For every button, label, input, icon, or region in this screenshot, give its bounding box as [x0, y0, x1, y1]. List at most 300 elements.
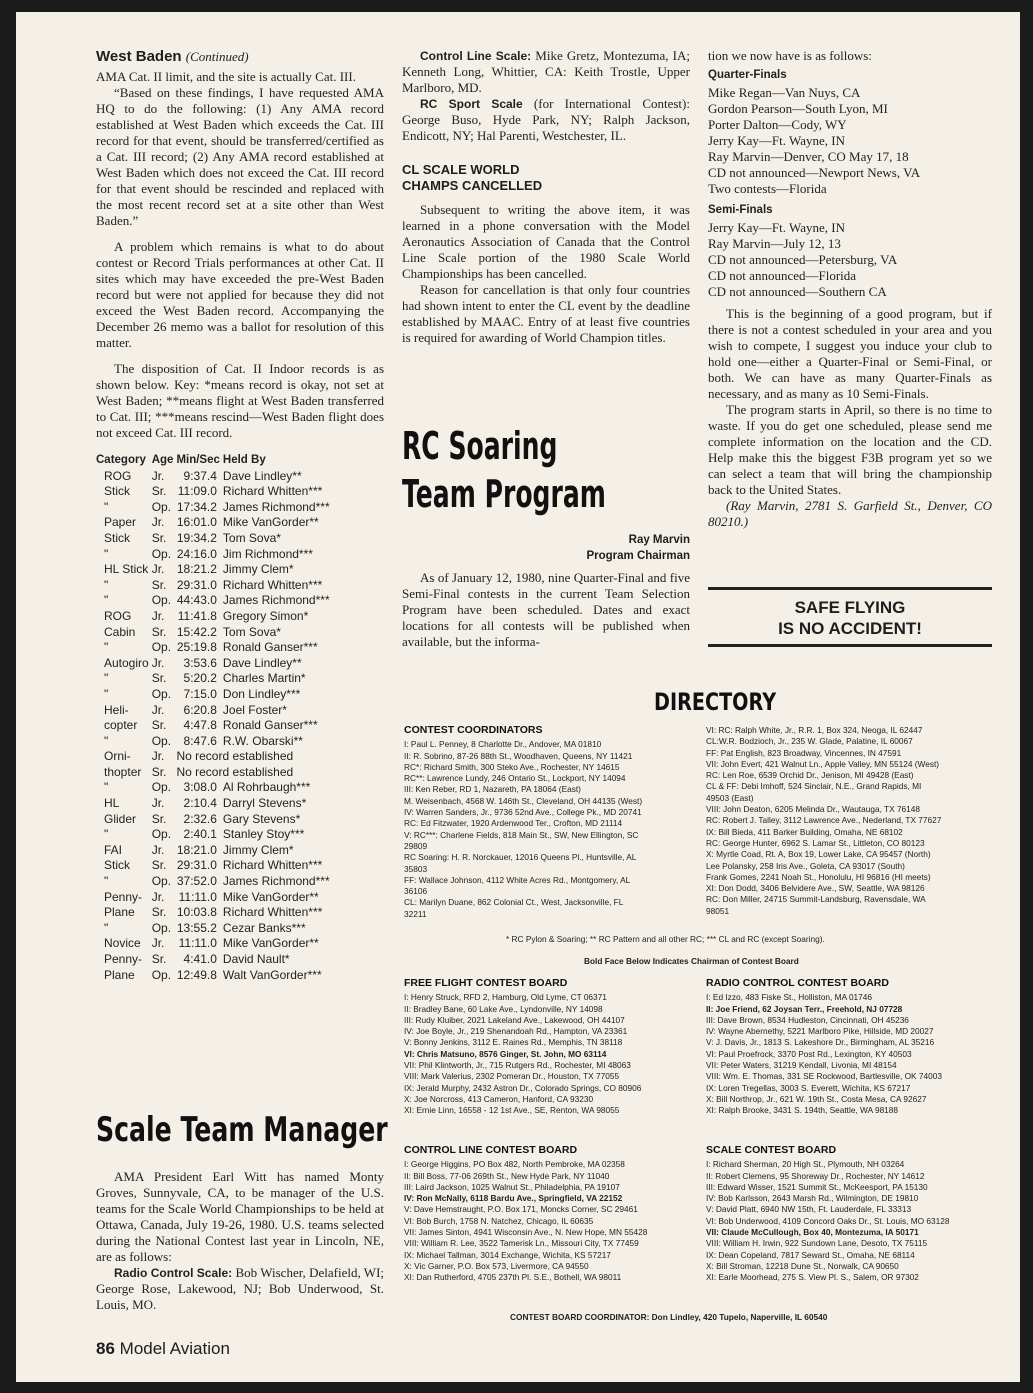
list-item: VII: Claude McCullough, Box 40, Montezuma, IA 50171 [706, 1227, 919, 1238]
control-line-board [404, 1145, 704, 1284]
table-cell: 2:32.6 [183, 811, 217, 826]
cancelled-article [402, 202, 690, 346]
table-row [96, 780, 333, 796]
table-cell: FAI [104, 842, 123, 857]
list-item: IX: Dean Copeland, 7817 Seward St., Omaha, NE 68114 [706, 1249, 915, 1260]
table-row [96, 734, 333, 750]
directory-title: DIRECTORY [654, 688, 777, 716]
table-cell: Jr. [151, 608, 165, 623]
table-cell: Sr. [151, 858, 167, 873]
records-table [96, 453, 333, 983]
section-heading: CONTROL LINE CONTEST BOARD [404, 1144, 578, 1156]
list-item: IX: Jerald Murphy, 2432 Astron Dr., Colorado Springs, CO 80906 [404, 1082, 642, 1093]
table-cell: Tom Sova* [222, 624, 281, 639]
list-item: RC: George Hunter, 6962 S. Lamar St., Littleton, CO 80123 [706, 837, 925, 848]
coordinators-list [706, 725, 996, 917]
list-item: VII: James Sinton, 4941 Wisconsin Ave., N. New Hope, MN 55428 [404, 1227, 648, 1238]
table-cell: Cabin [104, 624, 136, 639]
table-cell: 13:55.2 [176, 920, 217, 935]
list-item: RC**: Lawrence Lundy, 246 Ontario St., Lockport, NY 14094 [404, 773, 626, 784]
table-cell: HL [104, 796, 120, 811]
table-cell: Dave Lindley** [222, 468, 302, 483]
scale-team-section [96, 1169, 384, 1313]
list-item: 29809 [404, 840, 428, 851]
table-cell: 3:08.0 [183, 780, 217, 795]
table-cell: " [104, 546, 109, 561]
table-cell: James Richmond*** [222, 593, 330, 608]
table-cell: Jr. [151, 936, 165, 951]
list-item: V: RC***: Charlene Fields, 818 Main St., SW, New Ellington, SC [404, 829, 639, 840]
table-cell: Dave Lindley** [222, 655, 302, 670]
table-cell: " [104, 686, 109, 701]
rc-soaring-title [402, 422, 606, 518]
paragraph: AMA President Earl Witt has named Monty Groves, Sunnyvale, CA, to be manager of the U.S. teams for the Scale World Championships to be held at Ottawa, Canada, July 19-26, 1980. U.S. teams selected during the National Contest last year in Lincoln, NE, are as follows: [96, 1169, 384, 1264]
list-item: VI: Bob Burch, 1758 N. Natchez, Chicago, IL 60635 [404, 1215, 594, 1226]
table-cell: Tom Sova* [222, 530, 281, 545]
table-cell: Sr. [151, 952, 167, 966]
heading-continued: (Continued) [185, 49, 249, 64]
title-line: RC Soaring [402, 424, 558, 468]
table-row [96, 656, 333, 672]
table-row [96, 531, 333, 547]
table-cell: Op. [151, 967, 172, 982]
table-cell: Penny- [104, 889, 143, 904]
list-item: III: Laird Jackson, 1025 Walnut St., Philadelphia, PA 19107 [404, 1181, 620, 1192]
table-cell: Autogiro [104, 655, 149, 670]
table-cell: Jr. [151, 889, 165, 904]
table-cell: Op. [151, 827, 172, 842]
table-cell: thopter [104, 764, 142, 779]
table-row [96, 562, 333, 578]
rc-soaring-article [402, 570, 690, 650]
slogan-line: IS NO ACCIDENT! [778, 619, 922, 638]
paragraph [402, 96, 690, 144]
list-item: I: Richard Sherman, 20 High St., Plymouth, NH 03264 [706, 1159, 905, 1170]
table-cell: 29:31.0 [176, 577, 217, 592]
author-name: Ray Marvin [628, 534, 690, 546]
west-baden-heading [96, 48, 384, 65]
list-item: Porter Dalton—Cody, WY [708, 117, 847, 132]
table-row [96, 703, 333, 719]
table-cell: Jr. [151, 562, 165, 577]
table-cell: No record established [176, 749, 294, 764]
table-cell: Mike VanGorder** [222, 936, 319, 951]
table-cell: No record established [176, 764, 294, 779]
list-item: 35803 [404, 863, 428, 874]
table-cell: 15:42.2 [176, 624, 217, 639]
list-item: X: Bill Stroman, 12218 Dune St., Norwalk, CA 90650 [706, 1260, 899, 1271]
table-cell: James Richmond*** [222, 874, 330, 889]
byline [402, 532, 690, 564]
table-cell: Op. [151, 686, 172, 701]
list-item: VIII: Wm. E. Thomas, 331 SE Rockwood, Bartlesville, OK 74003 [706, 1071, 942, 1082]
table-row [96, 890, 333, 906]
table-cell: Jr. [151, 655, 165, 670]
table-cell: Plane [104, 905, 135, 920]
table-cell: Sr. [151, 811, 167, 826]
list-item: V: Dave Hemstraught, P.O. Box 171, Moncks Corner, SC 29461 [404, 1204, 638, 1215]
table-row [96, 484, 333, 500]
list-item: III: Rudy Kluiber, 2021 Lakeland Ave., Lakewood, OH 44107 [404, 1014, 625, 1025]
list-item: Mike Regan—Van Nuys, CA [708, 85, 861, 100]
table-cell: Op. [151, 920, 172, 935]
list-item: Jerry Kay—Ft. Wayne, IN [708, 220, 845, 235]
list-item: XI: Don Dodd, 3406 Belvidere Ave., SW, Seattle, WA 98126 [706, 883, 925, 894]
table-cell: Sr. [151, 905, 167, 920]
board-list [404, 1159, 704, 1283]
radio-scale-text: Bob Wischer, Delafield, WI; George Rose, Lakewood, NJ; Bob Underwood, St. Louis, MO. [96, 1265, 385, 1312]
table-cell: Paper [104, 515, 137, 530]
list-item: X: Vic Garner, P.O. Box 573, Livermore, CA 94550 [404, 1260, 589, 1271]
slogan-line: SAFE FLYING [794, 598, 906, 617]
table-cell: ROG [104, 468, 132, 483]
table-cell: Gregory Simon* [222, 608, 309, 623]
list-item: RC*: Richard Smith, 300 Steko Ave., Rochester, NY 14615 [404, 761, 620, 772]
list-item: RC: Len Roe, 6539 Orchid Dr., Jenison, MI 49428 (East) [706, 770, 914, 781]
table-cell: Jr. [151, 702, 165, 717]
paragraph [402, 48, 690, 96]
table-cell: Sr. [151, 577, 167, 592]
table-cell: Jr. [151, 515, 165, 530]
cancelled-heading-line: CHAMPS CANCELLED [402, 178, 543, 193]
cancelled-heading-line: CL SCALE WORLD [402, 162, 520, 177]
board-coordinator: CONTEST BOARD COORDINATOR: Don Lindley, 420 Tupelo, Naperville, IL 60540 [510, 1312, 828, 1322]
table-row [96, 796, 333, 812]
table-cell: Stick [104, 484, 131, 499]
table-cell: Jr. [151, 749, 165, 764]
table-row [96, 843, 333, 859]
table-row [96, 858, 333, 874]
table-cell: " [104, 577, 109, 592]
title-line: Team Program [402, 472, 606, 516]
list-item: CD not announced—Newport News, VA [708, 165, 921, 180]
radio-control-board [706, 978, 996, 1117]
list-item: VI: Paul Proefrock, 3370 Post Rd., Lexington, KY 40503 [706, 1048, 912, 1059]
table-row [96, 749, 333, 765]
table-cell: 2:40.1 [183, 827, 217, 842]
table-cell: Sr. [151, 671, 167, 686]
table-cell: " [104, 640, 109, 655]
list-item: V: David Platt, 6940 NW 15th, Ft. Lauderdale, FL 33313 [706, 1204, 912, 1215]
list-item: VIII: William R. Lee, 3522 Tamerisk Ln., Missouri City, TX 77459 [404, 1238, 639, 1249]
table-cell: 5:20.2 [183, 671, 217, 686]
table-cell: 9:37.4 [183, 468, 217, 483]
list-item: I: Henry Struck, RFD 2, Hamburg, Old Lyme, CT 06371 [404, 992, 607, 1003]
table-cell: 4:41.0 [183, 952, 217, 966]
table-cell: 18:21.0 [176, 842, 217, 857]
table-cell: Al Rohrbaugh*** [222, 780, 311, 795]
table-cell: 10:03.8 [176, 905, 217, 920]
list-item: IX: Michael Tallman, 3014 Exchange, Wichita, KS 57217 [404, 1249, 611, 1260]
rc-sport-scale-label: RC Sport Scale [420, 97, 523, 111]
list-item: CL & FF: Debi Imhoff, 524 Sinclair, N.E., Grand Rapids, MI [706, 781, 922, 792]
table-row [96, 593, 333, 609]
list-item: RC: Robert J. Talley, 3112 Lawrence Ave., Nederland, TX 77627 [706, 815, 942, 826]
table-cell: Op. [151, 780, 172, 795]
section-heading: CONTEST COORDINATORS [404, 724, 543, 736]
page-footer [96, 1339, 230, 1359]
list-item: II: Bill Boss, 77-06 269th St., New Hyde Park, NY 11040 [404, 1170, 610, 1181]
scale-team-title: Scale Team Manager [96, 1110, 388, 1150]
table-cell: 8:47.6 [183, 733, 217, 748]
column-header: Age [151, 454, 174, 466]
table-cell: " [104, 593, 109, 608]
section-heading: RADIO CONTROL CONTEST BOARD [706, 977, 889, 989]
section-heading: FREE FLIGHT CONTEST BOARD [404, 977, 568, 989]
list-item: CL: Marilyn Duane, 862 Colonial Ct., West, Jacksonville, FL [404, 897, 624, 908]
list-item: RC: Ed Fitzwater, 1920 Ardenwood Ter., Crofton, MD 21114 [404, 818, 623, 829]
list-item: VI: Bob Underwood, 4109 Concord Oaks Dr., St. Louis, MO 63128 [706, 1215, 950, 1226]
table-cell: 24:16.0 [176, 546, 217, 561]
table-cell: 3:53.6 [183, 655, 217, 670]
table-cell: Op. [151, 874, 172, 889]
list-item: X: Bill Northrop, Jr., 621 W. 19th St., Costa Mesa, CA 92627 [706, 1093, 927, 1104]
list-item: IV: Ron McNally, 6118 Bardu Ave., Springfield, VA 22152 [404, 1193, 623, 1204]
table-cell: Op. [151, 499, 172, 514]
paragraph: Subsequent to writing the above item, it was learned in a phone conversation with the Model Aeronautics Association of Canada that the Control Line Scale portion of the 1980 Scale World Championships has been cancelled. [402, 202, 690, 281]
scale-teams-continued [402, 48, 690, 144]
author-title: Program Chairman [586, 550, 690, 562]
table-row [96, 578, 333, 594]
table-cell: Stanley Stoy*** [222, 827, 305, 842]
list-item: XI: Ralph Brooke, 3431 S. 194th, Seattle, WA 98188 [706, 1105, 899, 1116]
table-cell: Sr. [151, 484, 167, 499]
semi-finals-list [708, 220, 992, 300]
list-item: Jerry Kay—Ft. Wayne, IN [708, 133, 845, 148]
semi-finals-heading: Semi-Finals [708, 204, 773, 216]
table-cell: Richard Whitten*** [222, 858, 323, 873]
list-item: FF: Wallace Johnson, 4112 White Acres Rd., Montgomery, AL [404, 874, 631, 885]
table-cell: Darryl Stevens* [222, 796, 307, 811]
bold-face-note: Bold Face Below Indicates Chairman of Contest Board [584, 956, 799, 966]
paragraph: tion we now have is as follows: [708, 48, 872, 63]
table-cell: Op. [151, 593, 172, 608]
table-row [96, 500, 333, 516]
paragraph: As of January 12, 1980, nine Quarter-Final and five Semi-Final contests in the current Team Selection Program have been scheduled. Dates and exact locations for all contests will be published when available, but the informa- [402, 570, 690, 649]
table-cell: Sr. [151, 718, 167, 733]
list-item: XI: Ernie Linn, 16558 - 12 1st Ave., SE, Renton, WA 98055 [404, 1105, 620, 1116]
table-row [96, 671, 333, 687]
table-row [96, 515, 333, 531]
table-cell: " [104, 671, 109, 686]
table-cell: Jim Richmond*** [222, 546, 313, 561]
board-list [706, 1159, 996, 1283]
table-cell: 29:31.0 [176, 858, 217, 873]
rc-sport-scale-text: (for International Contest): George Buso, Hyde Park, NY; Ralph Jackson, Endicott, NY; Hal Parenti, Westchester, IL. [402, 96, 690, 143]
table-cell: Ronald Ganser*** [222, 640, 318, 655]
list-item: VIII: William H. Irwin, 922 Sundown Lane, Desoto, TX 75115 [706, 1238, 928, 1249]
list-item: 98051 [706, 905, 730, 916]
list-item: VII: John Evert, 421 Walnut Ln., Apple Valley, MN 55124 (West) [706, 758, 940, 769]
table-cell: R.W. Obarski** [222, 733, 303, 748]
table-cell: Jr. [151, 468, 165, 483]
table-row [96, 905, 333, 921]
table-cell: 11:09.0 [177, 484, 217, 499]
table-cell: 19:34.2 [176, 530, 217, 545]
table-cell: Mike VanGorder** [222, 889, 319, 904]
table-cell: Orni- [104, 749, 131, 764]
table-cell: Sr. [151, 764, 167, 779]
paragraph: “Based on these findings, I have requested AMA HQ to do the following: (1) Any AMA record established at West Baden which exceeds the Cat. III record for that event, should be transferred/certified as a Cat. III record; (2) Any AMA record established at West Baden which does not exceed the Cat. III record for that event should be rescinded and replaced with the most recent record set at a site other than West Baden.” [96, 85, 384, 228]
table-cell: Ronald Ganser*** [222, 718, 318, 733]
table-cell: " [104, 499, 109, 514]
board-list [706, 992, 996, 1116]
table-cell: 11:41.8 [177, 608, 217, 623]
list-item: VII: Peter Waters, 31219 Kendall, Livonia, MI 48154 [706, 1060, 897, 1071]
table-cell: Op. [151, 640, 172, 655]
section-heading: SCALE CONTEST BOARD [706, 1144, 837, 1156]
paragraph: The program starts in April, so there is no time to waste. If you do get one scheduled, please send me complete information on the location and the CD. Help make this the biggest F3B program yet so we can select a team that will bring the championship back to the United States. [708, 402, 992, 497]
list-item: I: George Higgins, PO Box 482, North Pembroke, MA 02358 [404, 1159, 625, 1170]
safe-flying-box [708, 587, 992, 647]
table-cell: Novice [104, 936, 141, 951]
table-cell: Op. [151, 733, 172, 748]
list-item: I: Paul L. Penney, 8 Charlotte Dr., Andover, MA 01810 [404, 739, 602, 750]
table-cell: Mike VanGorder** [222, 515, 319, 530]
cancelled-heading [402, 162, 542, 194]
table-header-row [96, 453, 333, 469]
table-row [96, 640, 333, 656]
table-row [96, 625, 333, 641]
table-row [96, 609, 333, 625]
list-item: Lee Polansky, 258 Iris Ave., Goleta, CA 93017 (South) [706, 860, 905, 871]
table-cell: James Richmond*** [222, 499, 330, 514]
table-cell: " [104, 874, 109, 889]
table-cell: " [104, 920, 109, 935]
table-cell: 16:01.0 [176, 515, 217, 530]
list-item: I: Ed Izzo, 483 Fiske St., Holliston, MA 01746 [706, 992, 873, 1003]
list-item: X: Myrtle Coad, Rt. A, Box 19, Lower Lake, CA 95457 (North) [706, 849, 931, 860]
table-cell: Richard Whitten*** [222, 484, 323, 499]
scale-board [706, 1145, 996, 1284]
magazine-page [16, 12, 1020, 1382]
table-cell: Jr. [151, 842, 165, 857]
table-cell: Joel Foster* [222, 702, 287, 717]
table-row [96, 952, 333, 968]
table-cell: " [104, 827, 109, 842]
column-header: Held By [222, 454, 266, 466]
list-item: VII: Phil Klintworth, Jr., 715 Rutgers Rd., Rochester, MI 48063 [404, 1060, 631, 1071]
heading-text: West Baden [96, 48, 182, 65]
list-item: V: Bonny Jenkins, 3112 E. Raines Rd., Memphis, TN 38118 [404, 1037, 623, 1048]
list-item: 36106 [404, 886, 428, 897]
publication-name: Model Aviation [119, 1339, 230, 1358]
column-header: Category [96, 454, 146, 466]
list-item: CD not announced—Petersburg, VA [708, 252, 898, 267]
west-baden-column [96, 48, 384, 983]
table-row [96, 968, 333, 984]
table-cell: Jr. [151, 796, 165, 811]
table-cell: 44:43.0 [176, 593, 217, 608]
table-row [96, 547, 333, 563]
list-item: CD not announced—Florida [708, 268, 857, 283]
list-item: CD not announced—Southern CA [708, 284, 887, 299]
table-cell: Glider [104, 811, 137, 826]
list-item: II: Joe Friend, 62 Joysan Terr., Freehold, NJ 07728 [706, 1003, 903, 1014]
rc-soaring-continued [708, 48, 992, 530]
table-cell: Sr. [151, 530, 167, 545]
list-item: III: Dave Brown, 8534 Hudleston, Cincinnati, OH 45236 [706, 1014, 909, 1025]
list-item: FF: Pat English, 823 Broadway, Vincennes, IN 47591 [706, 747, 902, 758]
table-row [96, 765, 333, 781]
table-cell: Richard Whitten*** [222, 577, 323, 592]
table-cell: HL Stick [104, 562, 149, 577]
table-cell: Jimmy Clem* [222, 562, 294, 577]
quarter-finals-heading: Quarter-Finals [708, 69, 787, 81]
list-item: IX: Bill Bieda, 411 Barker Building, Omaha, NE 68102 [706, 826, 903, 837]
list-item: II: Bradley Bane, 60 Lake Ave., Lyndonville, NY 14098 [404, 1003, 603, 1014]
list-item: IV: Joe Boyle, Jr., 219 Shenandoah Rd., Hampton, VA 23361 [404, 1026, 628, 1037]
table-cell: Penny- [104, 952, 143, 966]
table-cell: 17:34.2 [176, 499, 217, 514]
table-row [96, 936, 333, 952]
list-item: II: R. Sobrino, 87-26 88th St., Woodhaven, Queens, NY 11421 [404, 750, 633, 761]
table-cell: 11:11.0 [178, 889, 217, 904]
table-cell: Jimmy Clem* [222, 842, 294, 857]
table-cell: Op. [151, 546, 172, 561]
table-cell: David Nault* [222, 952, 290, 966]
table-cell: 18:21.2 [176, 562, 217, 577]
list-item: Ray Marvin—Denver, CO May 17, 18 [708, 149, 909, 164]
board-list [404, 992, 704, 1116]
table-cell: Cezar Banks*** [222, 920, 306, 935]
table-cell: 12:49.8 [176, 967, 217, 982]
list-item: 32211 [404, 908, 427, 919]
table-cell: Walt VanGorder*** [222, 967, 322, 982]
list-item: IV: Wayne Abernethy, 5221 Marlboro Pike, Hillside, MD 20027 [706, 1026, 934, 1037]
list-item: Gordon Pearson—South Lyon, MI [708, 101, 888, 116]
table-cell: Sr. [151, 624, 167, 639]
list-item: M. Weisenbach, 4568 W. 146th St., Cleveland, OH 44135 (West) [404, 795, 643, 806]
list-item: V: J. Davis, Jr., 1813 S. Lakeshore Dr., Birmingham, AL 35216 [706, 1037, 935, 1048]
table-cell: Charles Martin* [222, 671, 306, 686]
table-row [96, 687, 333, 703]
table-cell: " [104, 733, 109, 748]
list-item: VIII: John Deaton, 6205 Melinda Dr., Wautauga, TX 76148 [706, 804, 921, 815]
list-item: VI: RC: Ralph White, Jr., R.R. 1, Box 324, Neoga, IL 62447 [706, 725, 923, 735]
table-cell: Heli- [104, 702, 129, 717]
contest-coordinators [404, 725, 706, 920]
list-item: Two contests—Florida [708, 181, 827, 196]
list-item: X: Joe Norcross, 413 Cameron, Hanford, CA 93230 [404, 1093, 594, 1104]
list-item: Ray Marvin—July 12, 13 [708, 236, 841, 251]
list-item: IX: Loren Tregellas, 3003 S. Everett, Wichita, KS 67217 [706, 1082, 911, 1093]
table-cell: Plane [104, 967, 135, 982]
list-item: III: Edward Wisser, 1521 Summit St., McKeesport, PA 15130 [706, 1181, 928, 1192]
table-cell: Richard Whitten*** [222, 905, 323, 920]
table-row [96, 874, 333, 890]
cl-scale-text: Mike Gretz, Montezuma, IA; Kenneth Long, Whittier, CA: Keith Trostle, Upper Marlboro, MD. [402, 48, 690, 95]
paragraph: Reason for cancellation is that only four countries had shown intent to enter the CL event by the deadline established by MAAC. Entry of at least five countries is required for awarding of World Champion titles. [402, 282, 690, 345]
table-cell: Stick [104, 858, 131, 873]
table-cell: Stick [104, 530, 131, 545]
list-item: III: Ken Reber, RD 1, Nazareth, PA 18064 (East) [404, 784, 581, 795]
contest-coordinators-right [706, 725, 996, 917]
radio-scale-label: Radio Control Scale: [114, 1266, 233, 1280]
free-flight-board [404, 978, 704, 1117]
paragraph: The disposition of Cat. II Indoor records is as shown below. Key: *means record is okay, not set at West Baden; **means flight at West Baden transferred to Cat. III; ***means rescind—West Baden flight does not exceed Cat. III record. [96, 361, 384, 440]
list-item: IV: Bob Karlsson, 2643 Marsh Rd., Wilmington, DE 19810 [706, 1193, 919, 1204]
list-item: XI: Dan Rutherford, 4705 237th Pl. S.E., Bothell, WA 98011 [404, 1272, 622, 1283]
table-cell: 11:11.0 [178, 936, 217, 951]
paragraph [96, 1265, 384, 1313]
column-header: Min/Sec [176, 454, 220, 466]
coordinator-note: * RC Pylon & Soaring; ** RC Pattern and all other RC; *** CL and RC (except Soaring). [506, 934, 825, 944]
list-item: XI: Earle Moorhead, 275 S. View Pl. S., Salem, OR 97302 [706, 1272, 919, 1283]
cl-scale-label: Control Line Scale: [420, 49, 532, 63]
list-item: RC: Don Miller, 24715 Summit-Landsburg, Ravensdale, WA [706, 894, 926, 905]
table-cell: 6:20.8 [183, 702, 217, 717]
